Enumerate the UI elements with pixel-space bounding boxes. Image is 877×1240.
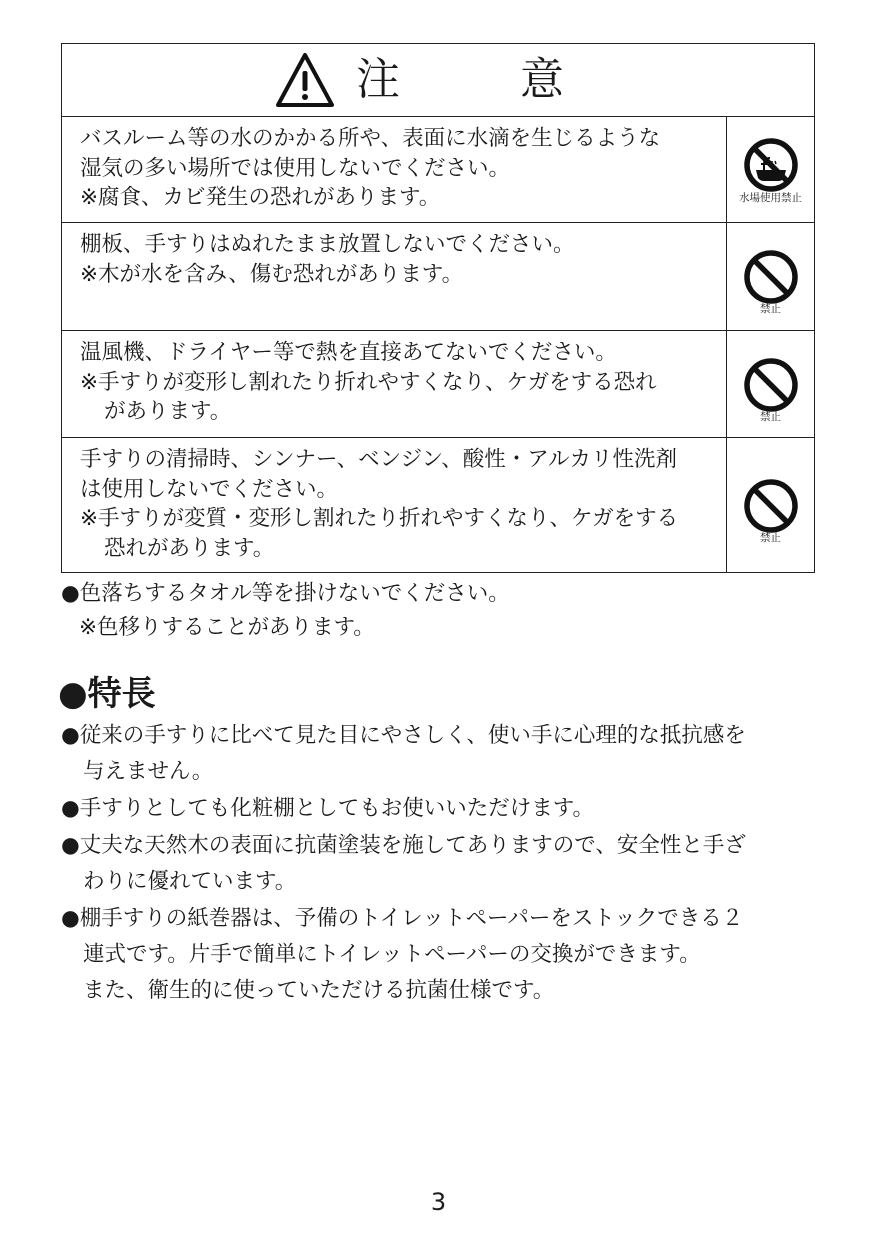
feature-line: わりに優れています。 — [83, 869, 297, 894]
caution-row — [62, 438, 814, 572]
caution-line: 湿気の多い場所では使用しないでください。 — [80, 155, 511, 181]
warning-triangle-icon — [274, 51, 336, 109]
caution-row — [62, 117, 814, 223]
caution-row-icon-cell — [727, 117, 814, 222]
caution-line: があります。 — [104, 399, 232, 424]
caution-line: バスルーム等の水のかかる所や、表面に水滴を生じるような — [80, 126, 661, 151]
prohibited-icon — [743, 249, 799, 305]
caution-line: 恐れがあります。 — [104, 535, 275, 561]
features-list — [61, 718, 821, 1010]
icon-label: 禁止 — [760, 410, 781, 423]
no-wet-area-use-icon — [742, 136, 800, 194]
caution-row-text — [62, 331, 727, 437]
caution-row — [62, 331, 814, 438]
feature-item — [61, 791, 821, 827]
caution-row — [62, 223, 814, 331]
caution-title: 注 意 — [356, 54, 602, 105]
feature-line: また、衛生的に使っていただける抗菌仕様です。 — [83, 978, 555, 1003]
feature-line: ●棚手すりの紙巻器は、予備のトイレットペーパーをストックできる２ — [61, 906, 744, 931]
features-heading: ●特長 — [58, 674, 156, 714]
caution-line: ※木が水を含み、傷む恐れがあります。 — [80, 261, 464, 287]
towel-note — [61, 577, 510, 645]
feature-line: ●丈夫な天然木の表面に抗菌塗装を施してありますので、安全性と手ざ — [61, 833, 746, 858]
caution-header — [62, 44, 814, 117]
caution-row-icon-cell — [727, 223, 814, 330]
caution-row-icon-cell — [727, 438, 814, 572]
icon-label: 禁止 — [760, 531, 781, 544]
feature-item — [61, 901, 821, 1009]
feature-line: 与えません。 — [83, 759, 214, 784]
caution-line: ※手すりが変形し割れたり折れやすくなり、ケガをする恐れ — [80, 369, 657, 395]
caution-row-icon-cell — [727, 331, 814, 437]
prohibited-icon — [743, 357, 799, 413]
prohibited-icon — [743, 478, 799, 534]
feature-item — [61, 718, 821, 790]
icon-label: 禁止 — [760, 303, 781, 315]
caution-box — [61, 43, 815, 573]
feature-item — [61, 828, 821, 900]
caution-line: は使用しないでください。 — [80, 476, 339, 502]
feature-line: ●従来の手すりに比べて見た目にやさしく、使い手に心理的な抵抗感を — [61, 723, 746, 748]
caution-line: ※手すりが変質・変形し割れたり折れやすくなり、ケガをする — [80, 506, 679, 531]
feature-line: ●手すりとしても化粧棚としてもお使いいただけます。 — [61, 796, 595, 821]
note-line: ●色落ちするタオル等を掛けないでください。 — [61, 581, 510, 606]
icon-label: 水場使用禁止 — [739, 192, 802, 204]
caution-line: 温風機、ドライヤー等で熱を直接あてないでください。 — [80, 340, 617, 365]
caution-line: 棚板、手すりはぬれたまま放置しないでください。 — [80, 232, 575, 257]
caution-line: 手すりの清掃時、シンナー、ベンジン、酸性・アルカリ性洗剤 — [80, 447, 677, 472]
page-number: 3 — [430, 1188, 447, 1216]
caution-row-text — [62, 223, 727, 330]
feature-line: 連式です。片手で簡単にトイレットペーパーの交換ができます。 — [83, 942, 701, 967]
caution-row-text — [62, 117, 727, 222]
note-subline: ※色移りすることがあります。 — [79, 615, 375, 640]
caution-row-text — [62, 438, 727, 572]
caution-line: ※腐食、カビ発生の恐れがあります。 — [80, 185, 441, 210]
